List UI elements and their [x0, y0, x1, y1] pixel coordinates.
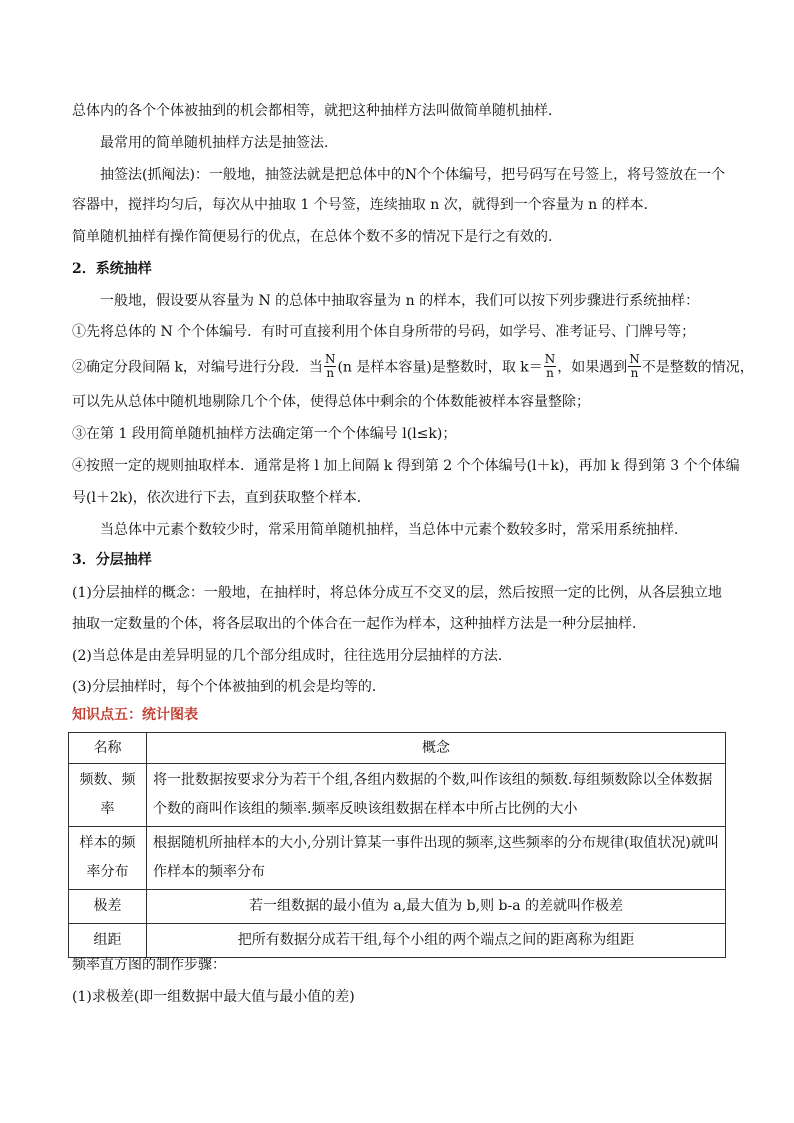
fraction-numerator: N [629, 352, 640, 366]
systematic-step-2 [72, 352, 754, 381]
systematic-step-1: ①先将总体的 N 个个体编号．有时可直接利用个体自身所带的号码，如学号、准考证号、门牌号等； [72, 324, 696, 340]
fraction-numerator: N [544, 352, 556, 366]
table-row [69, 827, 726, 890]
intro-line-5: 简单随机抽样有操作简便易行的优点，在总体个数不多的情况下是行之有效的. [72, 229, 553, 245]
step2-part-b: (n 是样本容量)是整数时，取 k＝ [337, 359, 543, 376]
step2-part-c: ，如果遇到 [557, 359, 628, 376]
systematic-para-1: 一般地，假设要从容量为 N 的总体中抽取容量为 n 的样本，我们可以按下列步骤进行系统抽样： [100, 293, 700, 309]
intro-line-2: 最常用的简单随机抽样方法是抽签法. [100, 135, 329, 151]
table-row [69, 764, 726, 827]
row-name: 极差 [69, 890, 147, 924]
step2-part-d: 不是整数的情况， [641, 359, 754, 376]
stratified-heading: 3．分层抽样 [72, 552, 152, 568]
intro-line-3: 抽签法(抓阄法)：一般地，抽签法就是把总体中的N个个体编号，把号码写在号签上，将号签放在一个 [100, 167, 726, 183]
systematic-step-4: ④按照一定的规则抽取样本．通常是将 l 加上间隔 k 得到第 2 个个体编号(l＋k)，再加 k 得到第 3 个个体编 [72, 458, 740, 474]
systematic-note: 当总体中元素个数较少时，常采用简单随机抽样，当总体中元素个数较多时，常采用系统抽样． [100, 522, 688, 538]
fraction-n-over-n-2 [544, 353, 557, 380]
fraction-denominator: n [326, 366, 335, 380]
step2-part-a: ②确定分段间隔 k，对编号进行分段．当 [72, 359, 323, 376]
histogram-step-1: (1)求极差(即一组数据中最大值与最小值的差) [72, 989, 355, 1005]
header-concept: 概念 [147, 733, 726, 764]
row-name: 组距 [69, 924, 147, 958]
table-row [69, 924, 726, 958]
header-name: 名称 [69, 733, 147, 764]
intro-line-4: 容器中，搅拌均匀后，每次从中抽取 1 个号签，连续抽取 n 次，就得到一个容量为 n 的样本． [72, 197, 658, 213]
fraction-denominator: n [546, 366, 554, 380]
row-name: 频数、频率 [69, 764, 147, 827]
fraction-n-over-n-1 [324, 353, 337, 380]
stratified-para-1: (1)分层抽样的概念：一般地，在抽样时，将总体分成互不交叉的层，然后按照一定的比例，从各层独立地 [72, 585, 722, 601]
systematic-step-4-cont: 号(l＋2k)，依次进行下去，直到获取整个样本． [72, 490, 371, 506]
systematic-step-2-cont: 可以先从总体中随机地剔除几个个体，使得总体中剩余的个体数能被样本容量整除； [72, 394, 590, 410]
systematic-heading: 2．系统抽样 [72, 261, 152, 277]
stratified-para-1-cont: 抽取一定数量的个体，将各层取出的个体合在一起作为样本，这种抽样方法是一种分层抽样． [72, 616, 646, 632]
stratified-para-2: (2)当总体是由差异明显的几个部分组成时，往往选用分层抽样的方法． [72, 648, 512, 664]
fraction-denominator: n [630, 366, 639, 380]
row-concept: 将一批数据按要求分为若干个组,各组内数据的个数,叫作该组的频数.每组频数除以全体数据个数的商叫作该组的频率.频率反映该组数据在样本中所占比例的大小 [147, 764, 726, 827]
section-5-heading: 知识点五：统计图表 [72, 707, 198, 723]
stratified-para-3: (3)分层抽样时，每个个体被抽到的机会是均等的． [72, 679, 386, 695]
row-concept: 把所有数据分成若干组,每个小组的两个端点之间的距离称为组距 [147, 924, 726, 958]
statistics-table [68, 732, 726, 958]
row-concept: 根据随机所抽样本的大小,分别计算某一事件出现的频率,这些频率的分布规律(取值状况)就叫作样本的频率分布 [147, 827, 726, 890]
fraction-n-over-n-3 [628, 353, 641, 380]
fraction-numerator: N [324, 352, 336, 366]
intro-line-1: 总体内的各个个体被抽到的机会都相等，就把这种抽样方法叫做简单随机抽样． [72, 103, 562, 119]
table-header-row [69, 733, 726, 764]
systematic-step-3: ③在第 1 段用简单随机抽样方法确定第一个个体编号 l(l≤k)； [72, 426, 457, 442]
histogram-title: 频率直方图的制作步骤： [72, 957, 226, 973]
row-name: 样本的频率分布 [69, 827, 147, 890]
table-row [69, 890, 726, 924]
row-concept: 若一组数据的最小值为 a,最大值为 b,则 b-a 的差就叫作极差 [147, 890, 726, 924]
